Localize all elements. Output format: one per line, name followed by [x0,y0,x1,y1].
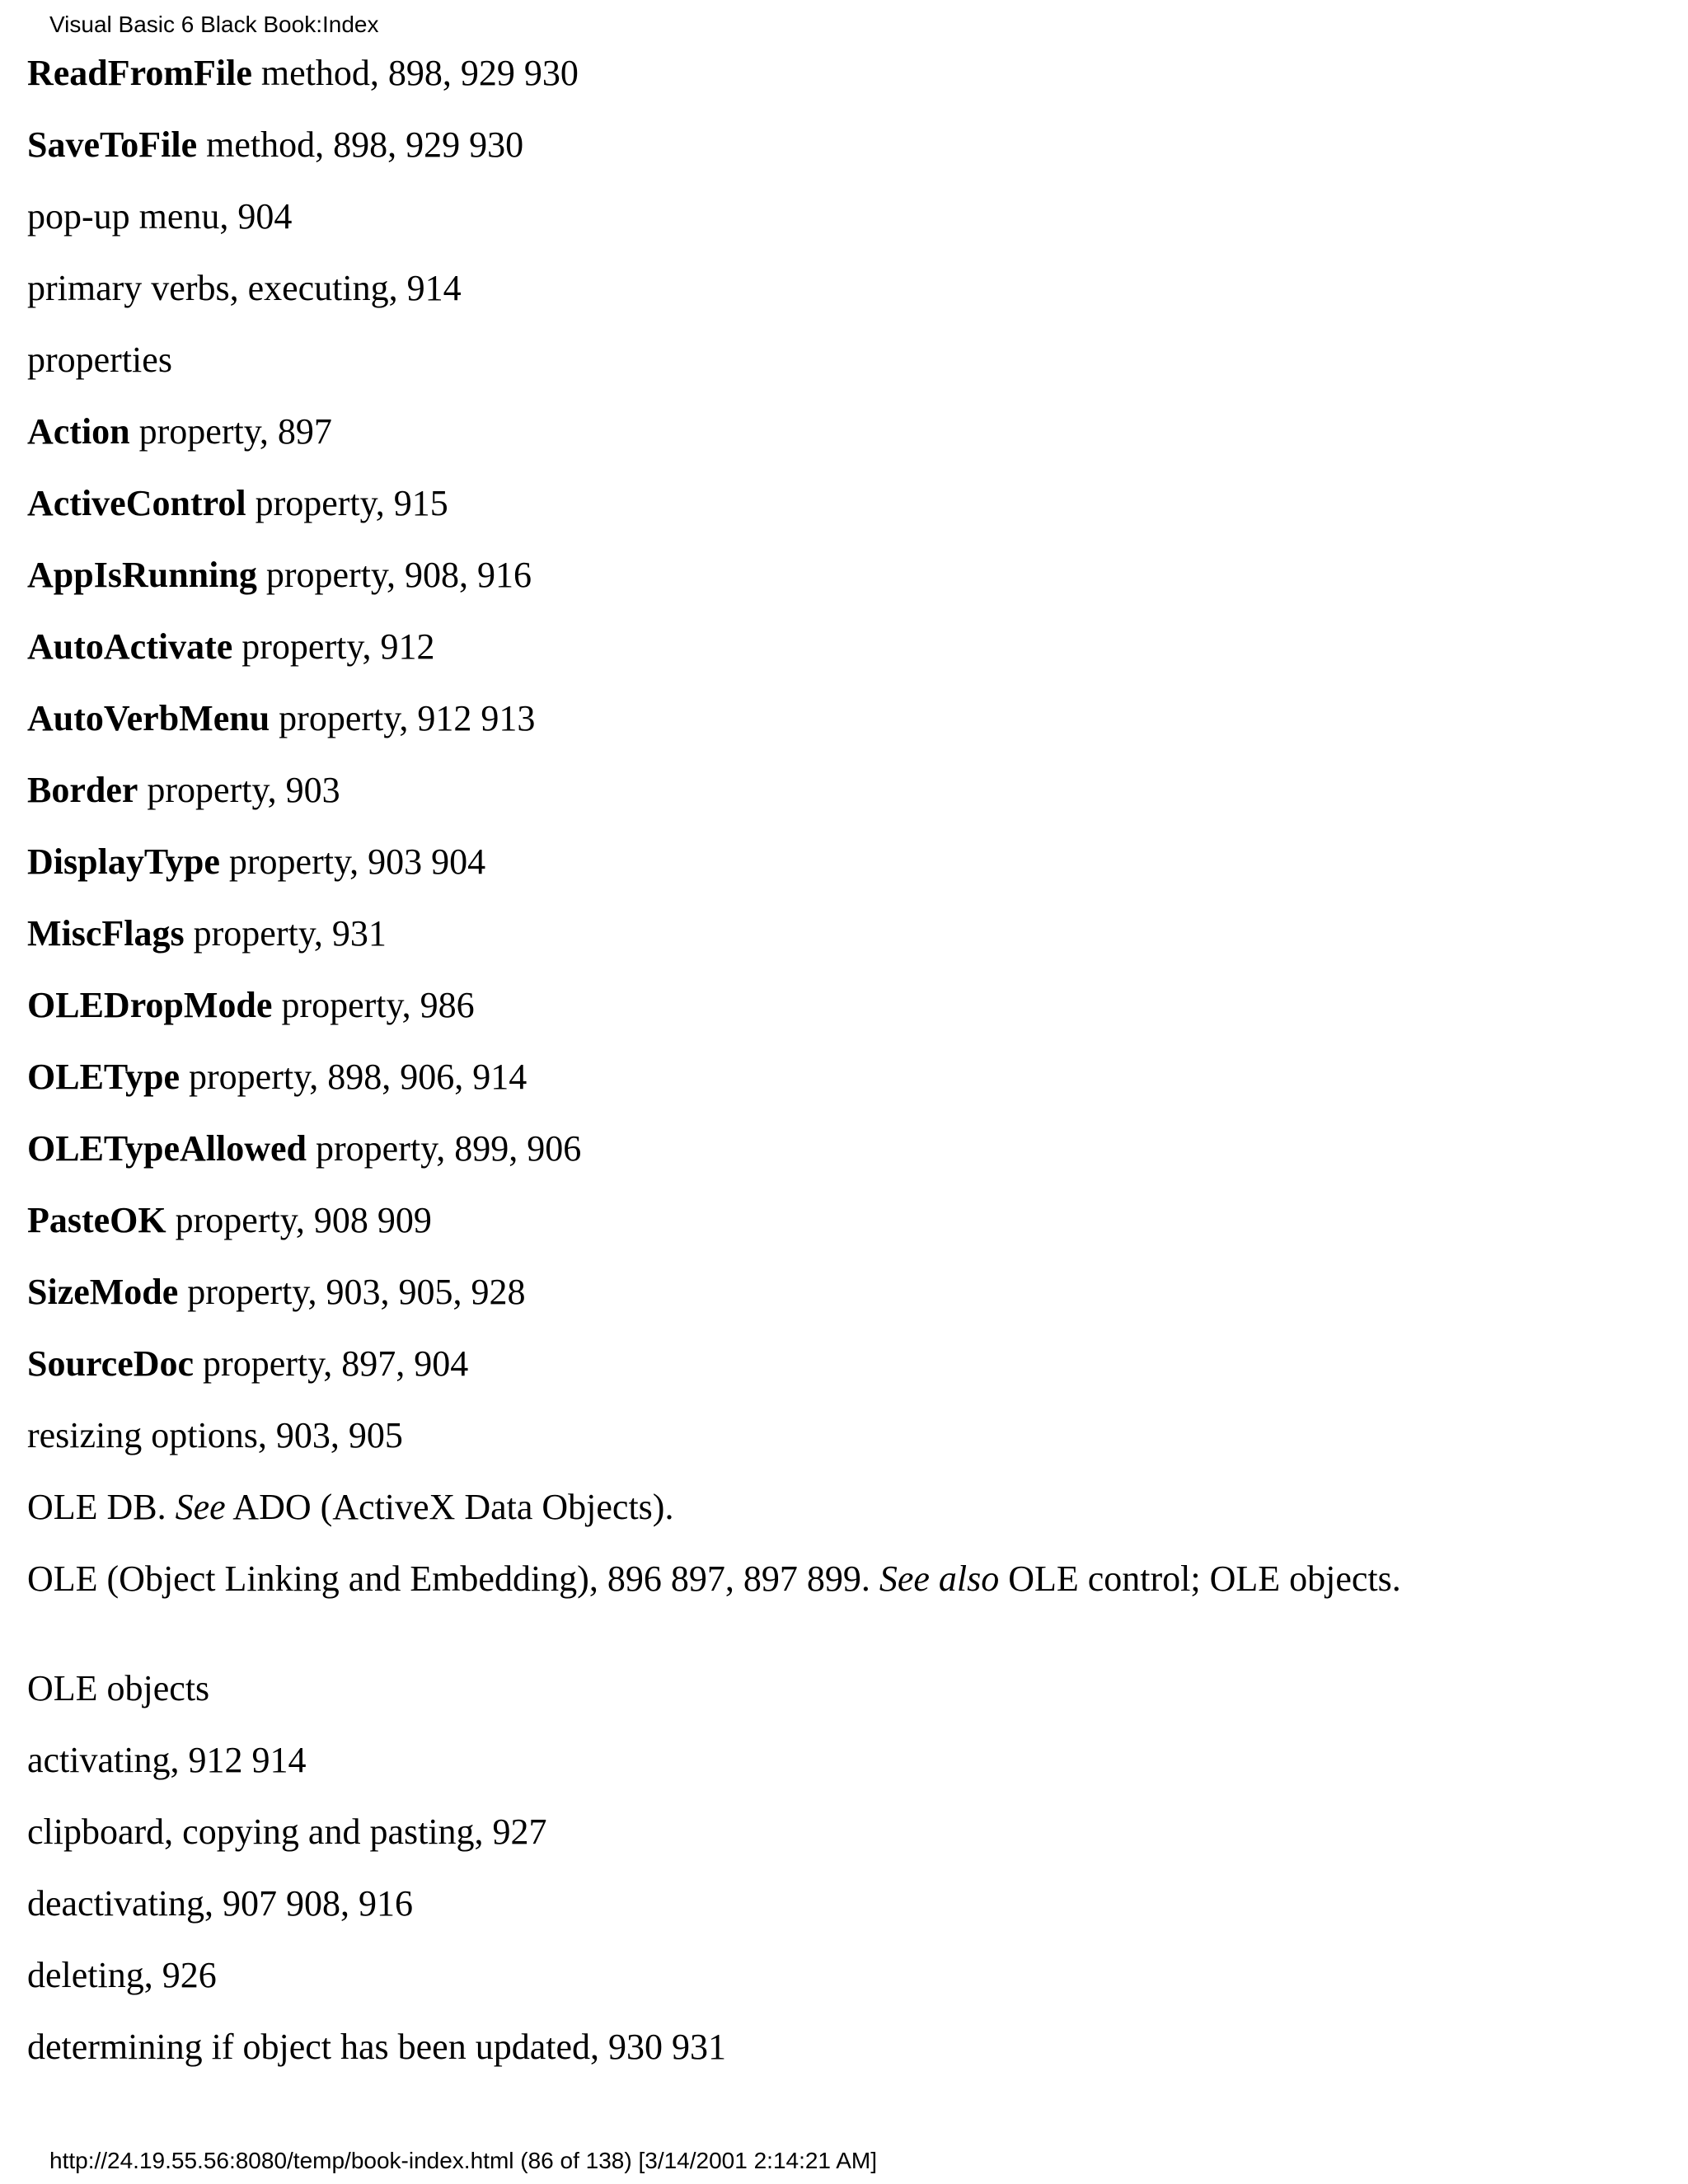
index-entry-see-reference: See [175,1487,226,1527]
index-entry [27,1270,1412,1315]
index-entry-text: OLE objects [27,1668,210,1708]
index-entry-term: ActiveControl [27,483,246,523]
index-entry-term: AppIsRunning [27,555,257,595]
index-entry-text: method, 898, 929 930 [197,124,524,165]
index-entry [27,1882,1412,1926]
index-entry [27,912,1412,956]
index-entry [27,266,1412,311]
index-entry [27,696,1412,741]
index-entry-text: determining if object has been updated, 930 931 [27,2027,726,2067]
index-entry [27,1485,1412,1530]
index-entry-text: deleting, 926 [27,1955,217,1995]
index-entry-text: property, 898, 906, 914 [180,1057,528,1097]
index-entry-text: primary verbs, executing, 914 [27,268,462,308]
index-entry-text: property, 899, 906 [307,1128,582,1169]
index-entry [27,481,1412,526]
index-entry-term: AutoActivate [27,626,233,667]
index-entry [27,1127,1412,1171]
index-entry [27,1198,1412,1243]
index-entry-term: DisplayType [27,841,220,882]
index-entry [27,194,1412,239]
index-entry-term: ReadFromFile [27,53,252,93]
index-entry-term: OLETypeAllowed [27,1128,307,1169]
index-entry [27,1413,1412,1458]
index-entry-term: Border [27,770,138,810]
index-entry-text: property, 903, 905, 928 [178,1272,526,1312]
index-entry-text: property, 908 909 [166,1200,432,1240]
index-entry-term: OLEType [27,1057,181,1097]
index-entry-reference-target: ADO (ActiveX Data Objects). [225,1487,674,1527]
page-footer-url: http://24.19.55.56:8080/temp/book-index.html (86 of 138) [3/14/2001 2:14:21 AM] [49,2148,878,2173]
index-entry [27,983,1412,1028]
index-entry-term: PasteOK [27,1200,166,1240]
index-entry-text: deactivating, 907 908, 916 [27,1883,414,1924]
index-entry-reference-target: OLE control; OLE objects. [999,1558,1401,1599]
index-entry [27,1342,1412,1386]
index-entry-term: SaveToFile [27,124,198,165]
index-entry [27,123,1412,167]
index-entry-text: property, 897 [129,411,332,452]
index-entry-term: SizeMode [27,1272,179,1312]
index-entry-term: Action [27,411,130,452]
index-entry [27,1953,1412,1998]
index-entry [27,625,1412,669]
index-entry [27,1738,1412,1783]
index-entry-term: SourceDoc [27,1343,195,1384]
index-entry-term: OLEDropMode [27,985,273,1025]
index-entry-text: clipboard, copying and pasting, 927 [27,1811,547,1852]
index-entry-text: activating, 912 914 [27,1740,307,1780]
index-entry [27,1666,1412,1711]
index-entry [27,410,1412,454]
index-entry-text: resizing options, 903, 905 [27,1415,403,1455]
index-entry-text: method, 898, 929 930 [251,53,579,93]
index-entry [27,51,1412,96]
page-header-title: Visual Basic 6 Black Book:Index [49,12,379,37]
index-entry-text: OLE DB. [27,1487,176,1527]
index-entry-text: property, 908, 916 [256,555,532,595]
index-entry-text: property, 912 913 [270,698,536,738]
index-entry-text: OLE (Object Linking and Embedding), 896 897, 897 899. [27,1558,879,1599]
index-entry-text: property, 986 [272,985,475,1025]
index-entry [27,768,1412,813]
index-entry [27,553,1412,598]
index-entry-list [27,51,1412,2097]
index-entry [27,1557,1412,1646]
index-entry [27,1055,1412,1099]
index-entry-text: property, 903 [138,770,340,810]
index-entry [27,840,1412,884]
index-entry-text: property, 897, 904 [194,1343,469,1384]
index-entry-term: AutoVerbMenu [27,698,270,738]
index-entry-text: property, 903 904 [219,841,486,882]
index-entry [27,2025,1412,2069]
index-entry-see-reference: See also [879,1558,1000,1599]
index-entry [27,1810,1412,1854]
index-entry-text: properties [27,340,172,380]
index-entry-term: MiscFlags [27,913,185,954]
index-entry-text: property, 912 [232,626,435,667]
index-entry-text: property, 915 [246,483,448,523]
index-entry [27,338,1412,382]
index-entry-text: pop-up menu, 904 [27,196,293,237]
index-entry-text: property, 931 [184,913,387,954]
